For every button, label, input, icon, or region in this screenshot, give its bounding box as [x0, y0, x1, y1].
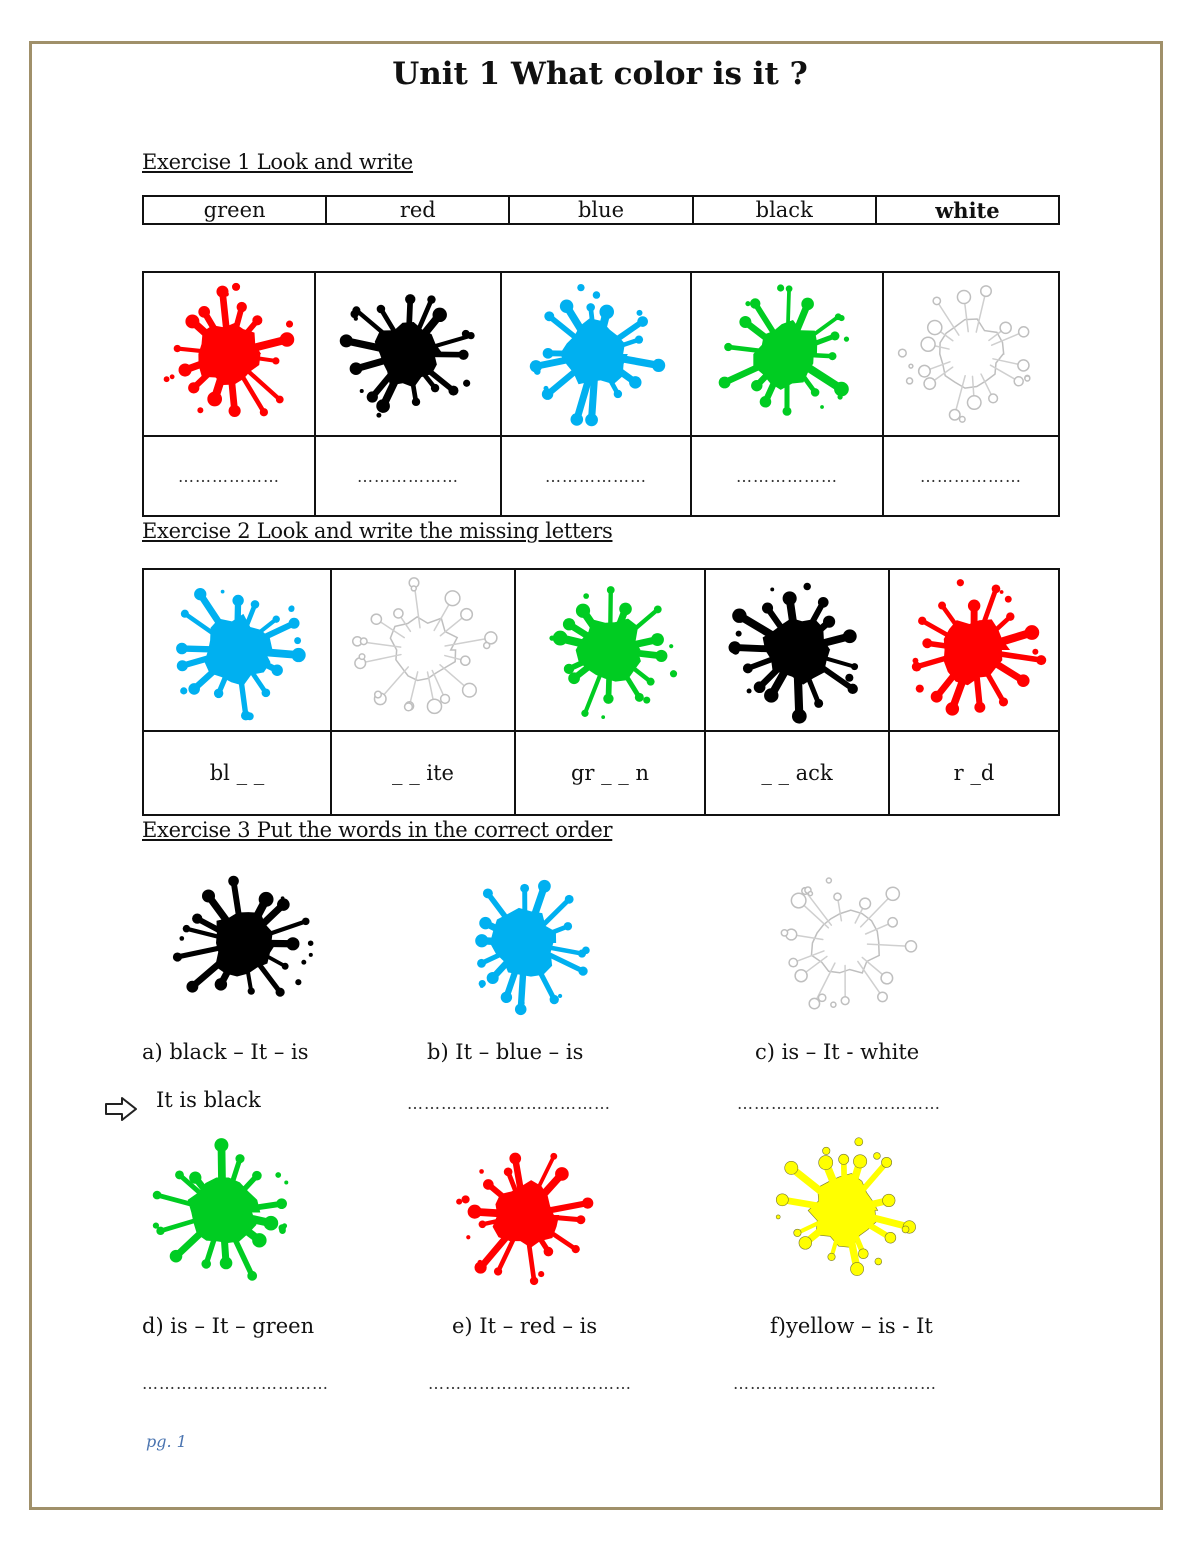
scrambled-sentence-e: e) It – red – is [452, 1314, 598, 1338]
scrambled-sentence-c: c) is – It - white [755, 1040, 920, 1064]
exercise1-picture-cell [315, 272, 501, 436]
scrambled-sentence-f: f)yellow – is - It [770, 1314, 933, 1338]
missing-letters-prompt: gr _ _ n [570, 761, 650, 785]
example-answer-a: It is black [156, 1088, 261, 1112]
black-paint-splat-icon [333, 279, 483, 429]
exercise2-picture-cell [889, 569, 1059, 731]
answer-placeholder: ……………… [178, 466, 280, 486]
page-title: Unit 1 What color is it ? [392, 56, 808, 92]
missing-letters-field[interactable] [515, 731, 705, 815]
exercise3-heading: Exercise 3 Put the words in the correct order [142, 818, 613, 842]
white-paint-splat-icon [896, 279, 1046, 429]
missing-letters-prompt: _ _ ite [392, 761, 454, 785]
missing-letters-prompt: _ _ ack [761, 761, 833, 785]
page-number: pg. 1 [146, 1432, 187, 1451]
green-paint-splat-icon [535, 575, 685, 725]
exercise2-picture-cell [515, 569, 705, 731]
word-bank [142, 195, 1060, 225]
scrambled-sentence-d: d) is – It – green [142, 1314, 315, 1338]
exercise1-picture-cell [691, 272, 883, 436]
exercise2-heading: Exercise 2 Look and write the missing letters [142, 519, 613, 543]
answer-placeholder: ……………… [736, 466, 838, 486]
answer-placeholder: ……………… [357, 466, 459, 486]
exercise1-grid [142, 271, 1060, 517]
answer-placeholder: ……………… [920, 466, 1022, 486]
word-bank-item: red [327, 197, 510, 223]
exercise2-picture-cell [331, 569, 515, 731]
yellow-paint-splat-icon [765, 1133, 925, 1288]
answer-line-c[interactable]: ……………………………… [737, 1094, 941, 1113]
missing-letters-field[interactable] [143, 731, 331, 815]
white-paint-splat-icon [770, 868, 920, 1018]
blue-paint-splat-icon [162, 575, 312, 725]
blue-paint-splat-icon [521, 279, 671, 429]
answer-placeholder: ……………… [545, 466, 647, 486]
blue-paint-splat-icon [450, 868, 600, 1018]
exercise2-grid [142, 568, 1060, 816]
exercise2-picture-cell [705, 569, 889, 731]
exercise1-heading: Exercise 1 Look and write [142, 150, 413, 174]
exercise1-picture-cell [501, 272, 691, 436]
exercise1-answer-cell[interactable] [315, 436, 501, 516]
red-paint-splat-icon [450, 1140, 600, 1290]
scrambled-sentence-b: b) It – blue – is [427, 1040, 584, 1064]
answer-line-b[interactable]: ……………………………… [407, 1094, 611, 1113]
answer-line-e[interactable]: ……………………………… [428, 1374, 632, 1393]
missing-letters-prompt: bl _ _ [209, 761, 265, 785]
exercise1-answer-cell[interactable] [501, 436, 691, 516]
red-paint-splat-icon [154, 279, 304, 429]
missing-letters-prompt: r _d [953, 761, 995, 785]
green-paint-splat-icon [145, 1135, 300, 1290]
exercise1-answer-cell[interactable] [143, 436, 315, 516]
exercise1-answer-cell[interactable] [691, 436, 883, 516]
red-paint-splat-icon [899, 575, 1049, 725]
exercise1-picture-cell [883, 272, 1059, 436]
answer-line-d[interactable]: …………………………… [142, 1374, 329, 1393]
scrambled-sentence-a: a) black – It – is [142, 1040, 309, 1064]
green-paint-splat-icon [712, 279, 862, 429]
white-paint-splat-icon [348, 575, 498, 725]
exercise1-answer-cell[interactable] [883, 436, 1059, 516]
right-arrow-icon [104, 1096, 138, 1122]
word-bank-item: blue [510, 197, 693, 223]
missing-letters-field[interactable] [889, 731, 1059, 815]
black-paint-splat-icon [722, 575, 872, 725]
word-bank-item: white [935, 198, 1000, 223]
word-bank-item: black [694, 197, 877, 223]
exercise2-picture-cell [143, 569, 331, 731]
word-bank-item: green [144, 197, 327, 223]
missing-letters-field[interactable] [705, 731, 889, 815]
black-paint-splat-icon [168, 868, 318, 1018]
missing-letters-field[interactable] [331, 731, 515, 815]
exercise1-picture-cell [143, 272, 315, 436]
answer-line-f[interactable]: ……………………………… [733, 1374, 937, 1393]
